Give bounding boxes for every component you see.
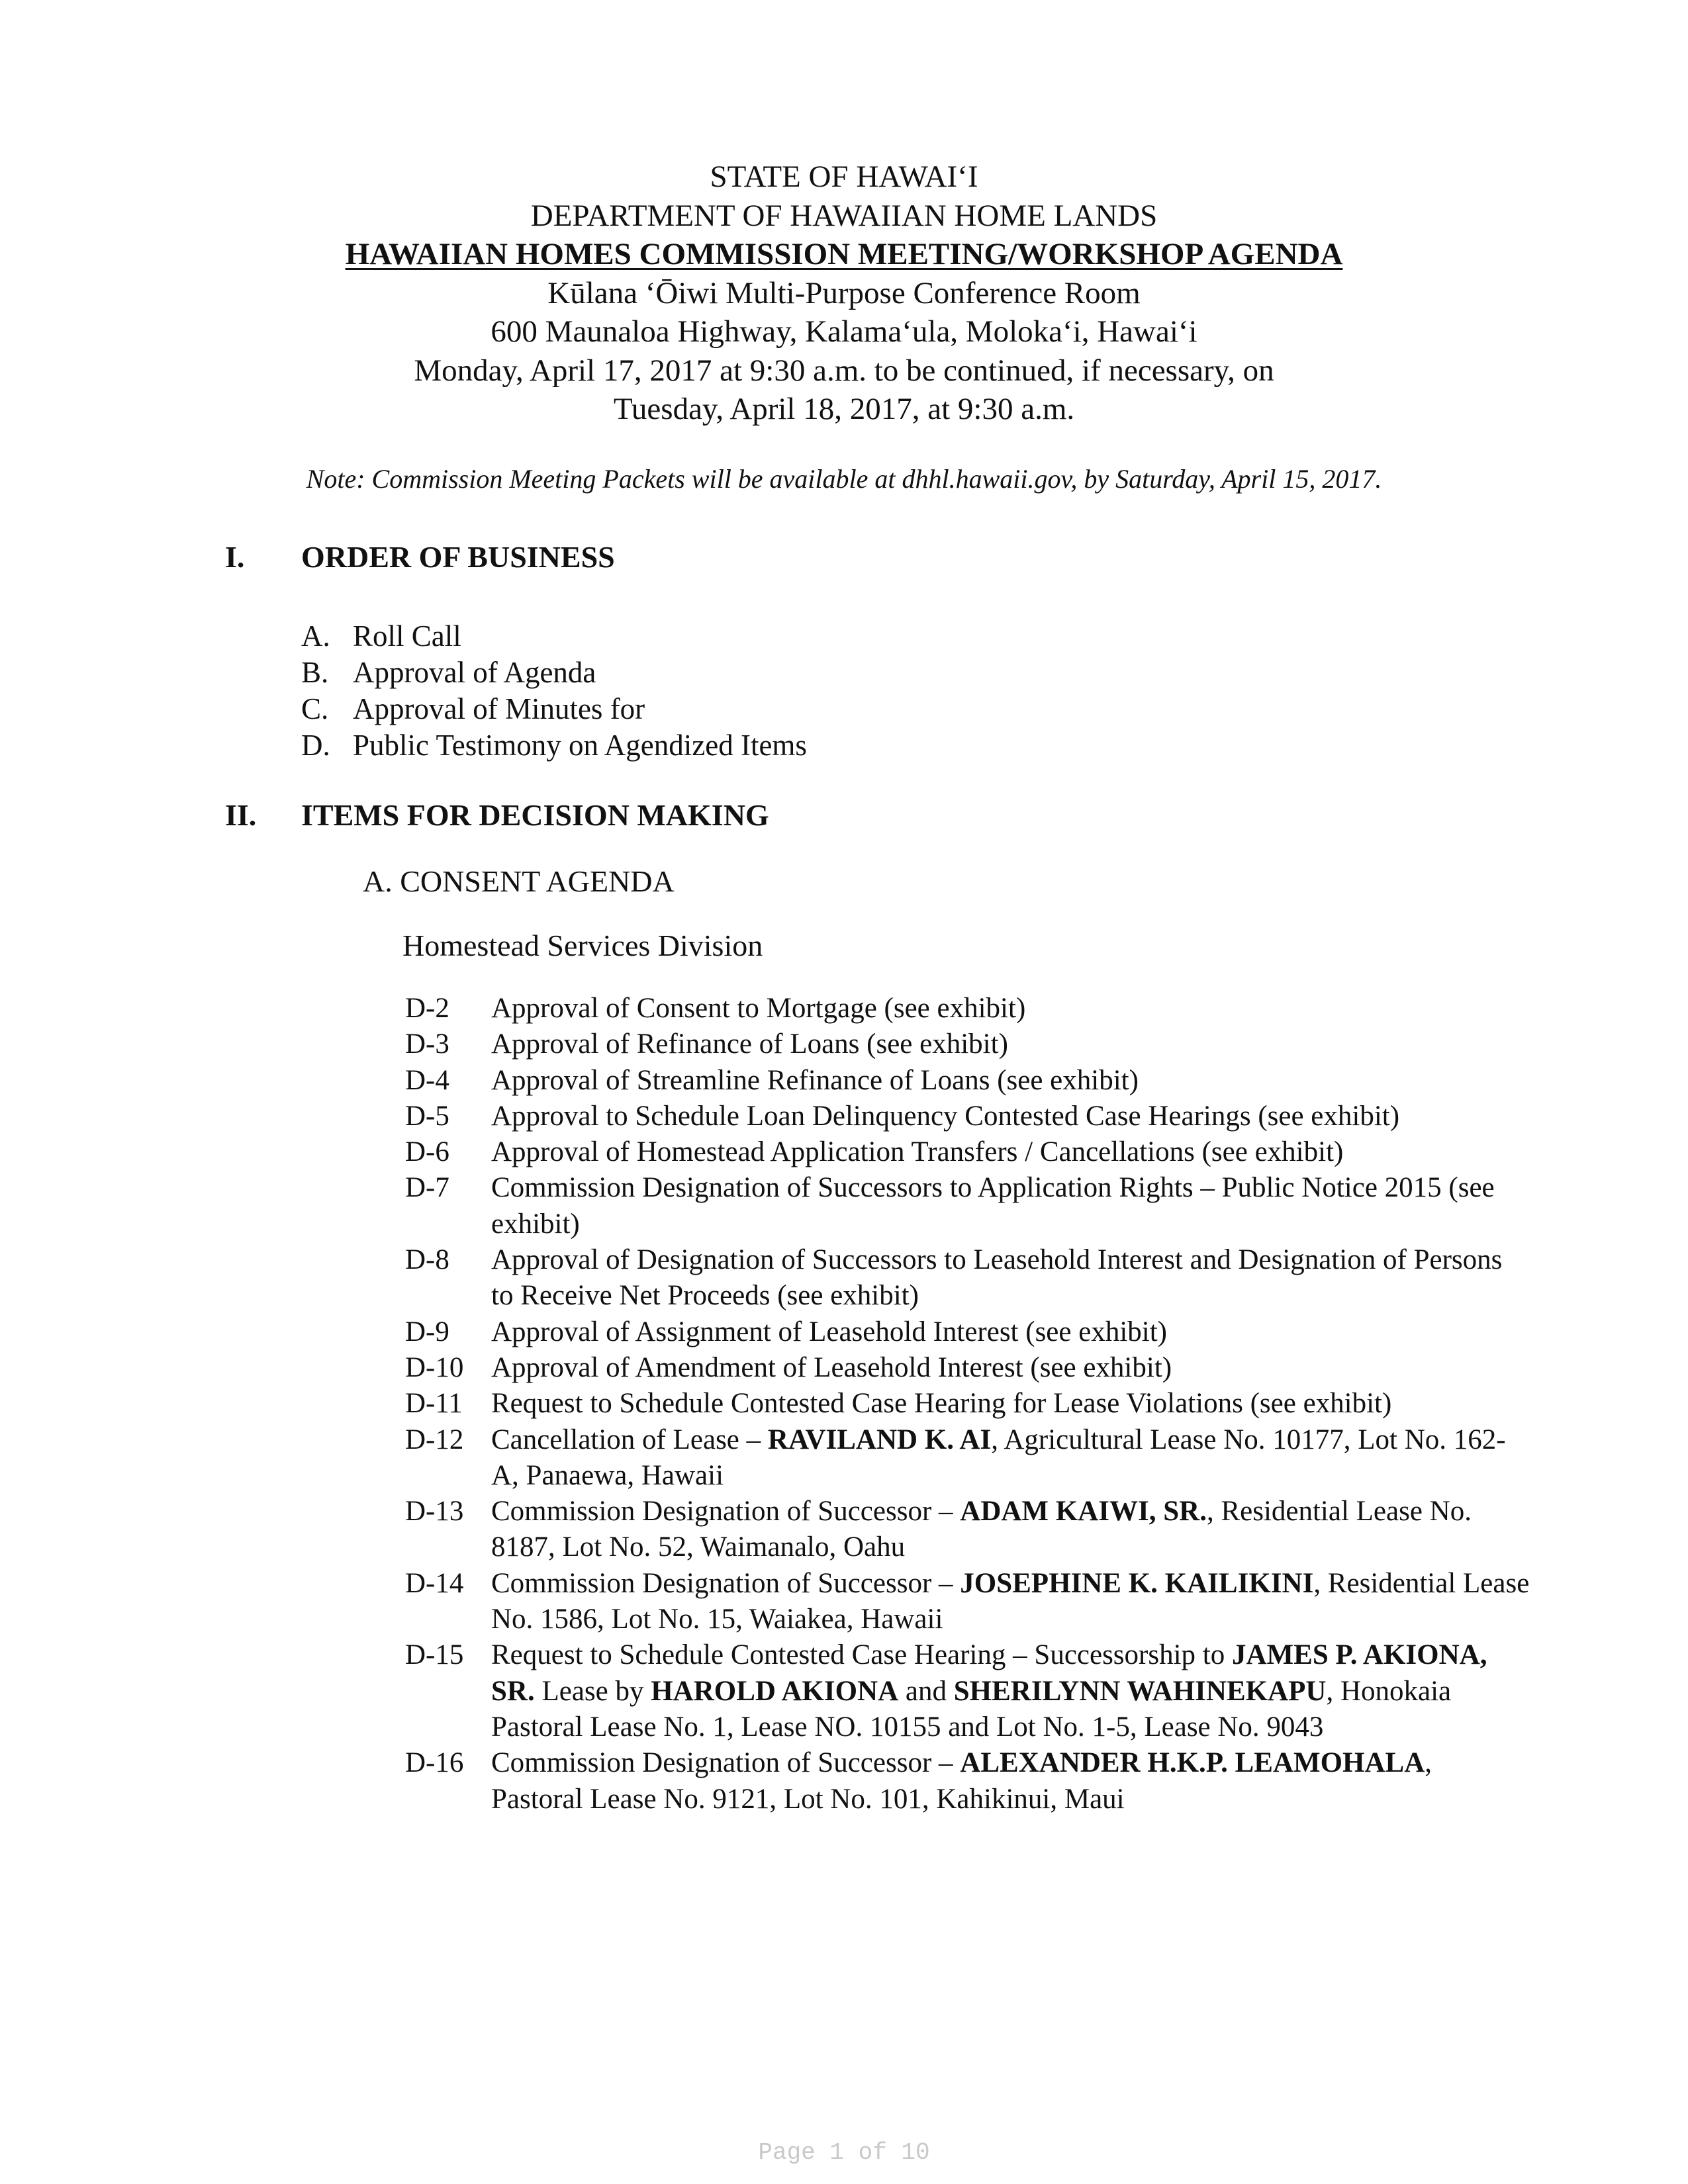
- section-2-title: ITEMS FOR DECISION MAKING: [301, 798, 769, 832]
- order-of-business-list: [301, 618, 807, 764]
- section-1-number: I.: [225, 540, 245, 574]
- agenda-item-description: [491, 1063, 1530, 1099]
- party-name: SHERILYNN WAHINEKAPU: [953, 1675, 1327, 1707]
- agenda-item-description: [491, 1422, 1530, 1494]
- agenda-item: [405, 1314, 1530, 1350]
- agenda-item-description: [491, 1745, 1530, 1817]
- party-name: JOSEPHINE K. KAILIKINI: [960, 1567, 1314, 1599]
- agenda-item-code: D-12: [405, 1424, 464, 1455]
- item-text: Approval to Schedule Loan Delinquency Contested Case Hearings (see exhibit): [491, 1100, 1400, 1132]
- item-text: Approval of Designation of Successors to Leasehold Interest and Designation of Persons to Receive Net Proceeds (see exhibit): [491, 1244, 1503, 1312]
- list-item: B. Approval of Agenda: [301, 656, 596, 689]
- agenda-item-code: D-15: [405, 1639, 464, 1671]
- consent-agenda-items: [405, 991, 1530, 1817]
- agenda-item-code: D-3: [405, 1028, 449, 1060]
- division-heading: Homestead Services Division: [402, 929, 763, 962]
- agenda-item-code: D-7: [405, 1172, 449, 1204]
- item-text: , Pastoral Lease No. 9121, Lot No. 101, Kahikinui, Maui: [491, 1747, 1432, 1815]
- agenda-item-description: [491, 1494, 1530, 1566]
- party-name: RAVILAND K. AI: [767, 1424, 992, 1455]
- agenda-item-description: [491, 1566, 1530, 1638]
- agenda-item-code: D-2: [405, 993, 449, 1024]
- department-name: DEPARTMENT OF HAWAIIAN HOME LANDS: [530, 198, 1158, 233]
- item-text: Cancellation of Lease –: [491, 1424, 768, 1455]
- item-text: Commission Designation of Successor –: [491, 1567, 961, 1599]
- agenda-item-description: [491, 1026, 1530, 1062]
- item-text: Commission Designation of Successor –: [491, 1496, 961, 1527]
- agenda-item: [405, 1026, 1530, 1062]
- agenda-item-code: D-6: [405, 1136, 449, 1168]
- agenda-item-code: D-8: [405, 1244, 449, 1276]
- agenda-title: HAWAIIAN HOMES COMMISSION MEETING/WORKSHOP AGENDA: [345, 237, 1343, 271]
- agenda-item: [405, 1386, 1530, 1422]
- item-text: Commission Designation of Successors to Application Rights – Public Notice 2015 (see exhibit): [491, 1172, 1495, 1240]
- agenda-item-description: [491, 991, 1530, 1026]
- agenda-item: [405, 1242, 1530, 1314]
- item-text: , Agricultural Lease No. 10177, Lot No. 162-A, Panaewa, Hawaii: [491, 1424, 1506, 1491]
- item-text: Approval of Refinance of Loans (see exhibit): [491, 1028, 1008, 1060]
- agenda-item-code: D-4: [405, 1064, 449, 1096]
- party-name: HAROLD AKIONA: [651, 1675, 899, 1707]
- item-text: Approval of Consent to Mortgage (see exhibit): [491, 993, 1026, 1024]
- item-text: Request to Schedule Contested Case Hearing – Successorship to: [491, 1639, 1232, 1671]
- item-text: Approval of Assignment of Leasehold Interest (see exhibit): [491, 1316, 1167, 1347]
- item-text: , Residential Lease No. 8187, Lot No. 52, Waimanalo, Oahu: [491, 1496, 1472, 1563]
- meeting-room: Kūlana ‘Ōiwi Multi-Purpose Conference Room: [547, 275, 1141, 310]
- item-text: , Residential Lease No. 1586, Lot No. 15, Waiakea, Hawaii: [491, 1567, 1530, 1635]
- agenda-item-code: D-13: [405, 1496, 464, 1527]
- agenda-item-code: D-9: [405, 1316, 449, 1347]
- agenda-item-description: [491, 1134, 1530, 1170]
- agenda-item-code: D-14: [405, 1567, 464, 1599]
- section-1-title: ORDER OF BUSINESS: [301, 540, 615, 574]
- party-name: ADAM KAIWI, SR.: [960, 1496, 1207, 1527]
- item-text: Approval of Streamline Refinance of Loans (see exhibit): [491, 1064, 1139, 1096]
- item-text: Lease by: [534, 1675, 651, 1707]
- agenda-item: [405, 1566, 1530, 1638]
- agenda-item-description: [491, 1170, 1530, 1242]
- item-text: Request to Schedule Contested Case Hearing for Lease Violations (see exhibit): [491, 1388, 1392, 1420]
- list-item: A. Roll Call: [301, 619, 461, 653]
- item-text: , Honokaia Pastoral Lease No. 1, Lease NO. 10155 and Lot No. 1-5, Lease No. 9043: [491, 1675, 1452, 1743]
- agenda-item-code: D-11: [405, 1388, 463, 1420]
- packet-note: Note: Commission Meeting Packets will be available at dhhl.hawaii.gov, by Saturday, April 15, 2017.: [306, 464, 1382, 494]
- agenda-item: [405, 1099, 1530, 1134]
- party-name: ALEXANDER H.K.P. LEAMOHALA: [960, 1747, 1425, 1779]
- meeting-address: 600 Maunaloa Highway, Kalama‘ula, Moloka‘i, Hawai‘i: [491, 314, 1197, 349]
- section-2-number: II.: [225, 798, 257, 832]
- consent-agenda-heading: A. CONSENT AGENDA: [363, 864, 675, 898]
- agenda-item: [405, 1494, 1530, 1566]
- list-item: D. Public Testimony on Agendized Items: [301, 729, 807, 762]
- agenda-item-code: D-16: [405, 1747, 464, 1779]
- agenda-item-description: [491, 1637, 1530, 1745]
- agenda-item-code: D-10: [405, 1351, 464, 1383]
- agenda-item-code: D-5: [405, 1100, 449, 1132]
- item-text: Approval of Amendment of Leasehold Interest (see exhibit): [491, 1351, 1172, 1383]
- agenda-item: [405, 1134, 1530, 1170]
- agenda-item-description: [491, 1242, 1530, 1314]
- document-header: [0, 158, 1688, 429]
- agenda-item: [405, 1063, 1530, 1099]
- page-number: Page 1 of 10: [758, 2139, 930, 2166]
- agenda-item: [405, 991, 1530, 1026]
- item-text: Commission Designation of Successor –: [491, 1747, 961, 1779]
- item-text: Approval of Homestead Application Transfers / Cancellations (see exhibit): [491, 1136, 1344, 1168]
- state-name: STATE OF HAWAI‘I: [710, 159, 978, 194]
- item-text: and: [898, 1675, 954, 1707]
- agenda-item-description: [491, 1350, 1530, 1386]
- party-name: JAMES P. AKIONA, SR.: [491, 1639, 1487, 1707]
- list-item: C. Approval of Minutes for: [301, 692, 645, 725]
- agenda-item: [405, 1637, 1530, 1745]
- agenda-item: [405, 1745, 1530, 1817]
- agenda-item: [405, 1350, 1530, 1386]
- agenda-item-description: [491, 1314, 1530, 1350]
- agenda-item-description: [491, 1386, 1530, 1422]
- meeting-date-line-1: Monday, April 17, 2017 at 9:30 a.m. to be continued, if necessary, on: [414, 353, 1274, 388]
- agenda-item: [405, 1422, 1530, 1494]
- agenda-item-description: [491, 1099, 1530, 1134]
- meeting-date-line-2: Tuesday, April 18, 2017, at 9:30 a.m.: [613, 392, 1075, 426]
- agenda-item: [405, 1170, 1530, 1242]
